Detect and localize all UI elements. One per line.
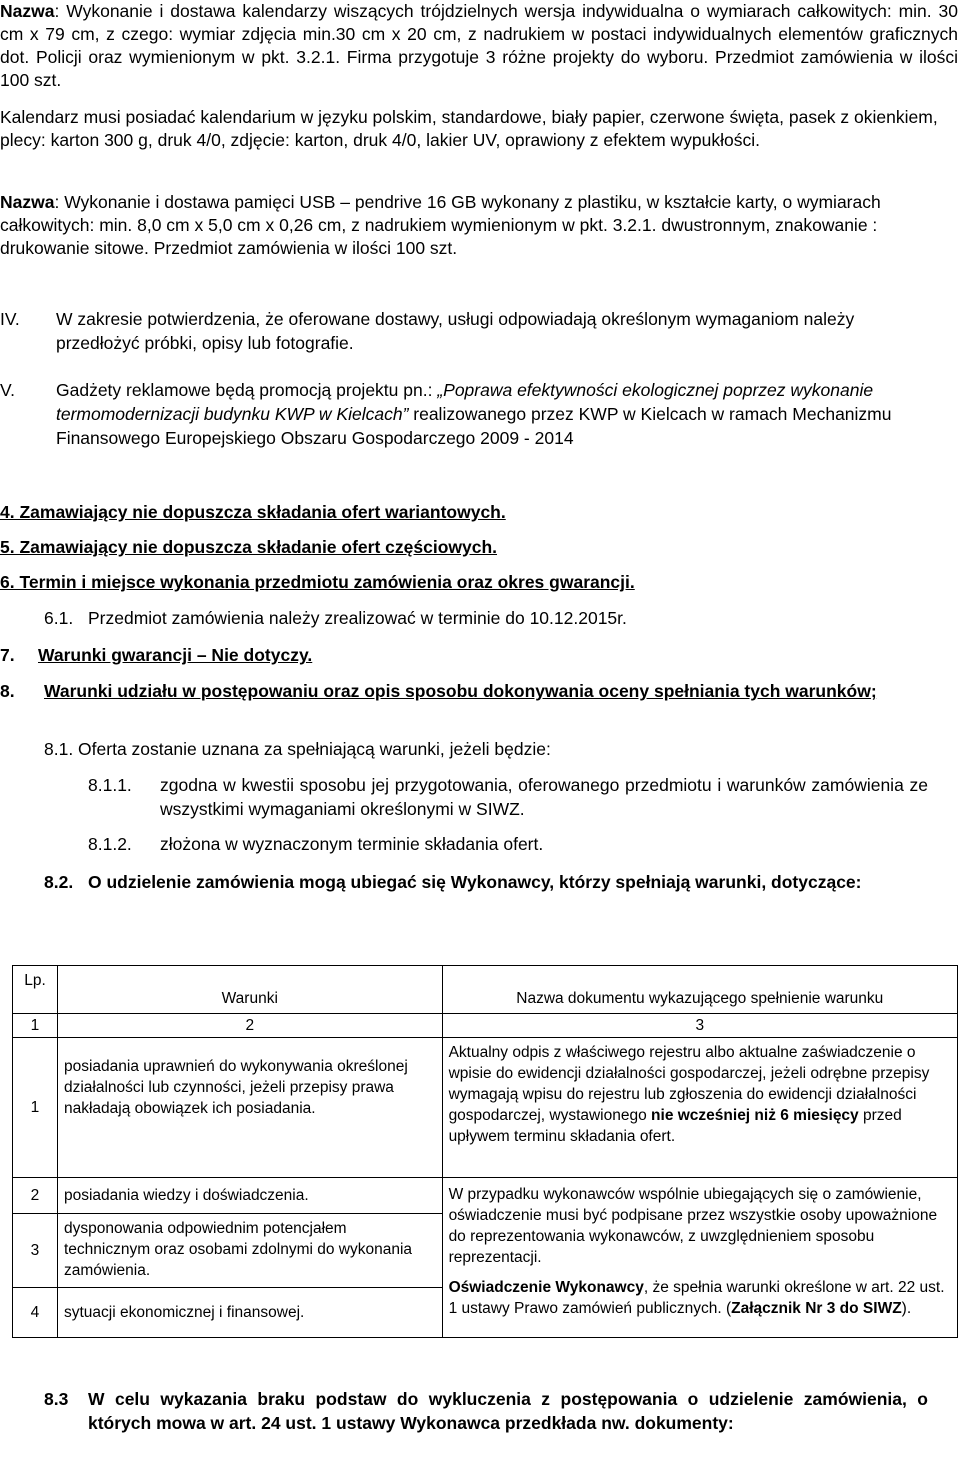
section-8-1-1: zgodna w kwestii sposobu jej przygotowania, oferowanego przedmiotu i warunków zamówienia ze wszystkimi wymaganiami określonymi w SIWZ. bbox=[160, 775, 928, 819]
document-joint-text: W przypadku wykonawców wspólnie ubiegających się o zamówienie, oświadczenie musi być podpisane przez wszystkie osoby upoważnione do reprezentowania wykonawców, z uwzględnieniem sposobu reprezentacji. bbox=[448, 1186, 938, 1266]
project-title: „Poprawa efektywności ekologicznej poprzez wykonanie termomodernizacji budynku KWP w Kielcach” bbox=[56, 380, 874, 424]
header-lp: Lp. bbox=[13, 966, 58, 1014]
paragraph-calendar-text: : Wykonanie i dostawa kalendarzy wiszących trójdzielnych wersja indywidualna o wymiarach całkowitych: min. 30 cm x 79 cm, z czego: wymiar zdjęcia min.30 cm x 20 cm, z nadrukiem w postaci indywidualnych elementów graficznych dot. Policji oraz wymienionym w pkt. 3.2.1. Firma przygotuje 3 różne projekty do wyboru. Przedmiot zamówienia w ilości 100 szt. bbox=[0, 1, 958, 90]
section-8-1-1-num: 8.1.1. bbox=[88, 775, 132, 795]
row-condition: posiadania uprawnień do wykonywania określonej działalności lub czynności, jeżeli przepisy prawa nakładają obowiązek ich posiadania. bbox=[57, 1038, 442, 1178]
section-8-3: W celu wykazania braku podstaw do wykluczenia z postępowania o udzielenie zamówienia, o których mowa w art. 24 ust. 1 ustawy Wykonawca przedkłada nw. dokumenty: bbox=[88, 1389, 928, 1433]
label-nazwa-usb: Nazwa bbox=[0, 192, 55, 212]
attachment-ref: Załącznik Nr 3 do SIWZ bbox=[731, 1300, 902, 1317]
row-lp: 4 bbox=[13, 1288, 58, 1338]
row-lp: 3 bbox=[13, 1214, 58, 1288]
section-8-2-num: 8.2. bbox=[44, 872, 74, 892]
column-number: 2 bbox=[57, 1014, 442, 1038]
statement-end: ). bbox=[901, 1300, 912, 1317]
section-4: 4. Zamawiający nie dopuszcza składania ofert wariantowych. bbox=[0, 502, 506, 522]
document-text: przed upływem terminu składania ofert. bbox=[448, 1107, 902, 1145]
section-6: 6. Termin i miejsce wykonania przedmiotu zamówienia oraz okres gwarancji. bbox=[0, 572, 635, 592]
statement-bold: Oświadczenie Wykonawcy bbox=[448, 1279, 644, 1296]
table-header-row bbox=[13, 966, 958, 1014]
table-number-row bbox=[13, 1014, 958, 1038]
row-condition: dysponowania odpowiednim potencjałem technicznym oraz osobami zdolnymi do wykonania zamówienia. bbox=[57, 1214, 442, 1288]
paragraph-calendar bbox=[0, 0, 958, 92]
section-8-num: 8. bbox=[0, 681, 15, 701]
section-8-1: 8.1. Oferta zostanie uznana za spełniającą warunki, jeżeli będzie: bbox=[44, 739, 551, 759]
conditions-table bbox=[12, 965, 958, 1338]
header-warunki: Warunki bbox=[57, 966, 442, 1014]
section-6-1: Przedmiot zamówienia należy zrealizować w terminie do 10.12.2015r. bbox=[88, 608, 627, 628]
paragraph-v-b: realizowanego przez KWP w Kielcach w ramach Mechanizmu Finansowego Europejskiego Obszaru Gospodarczego 2009 - 2014 bbox=[56, 404, 892, 448]
roman-iv: IV. bbox=[0, 309, 20, 329]
section-8-3-num: 8.3 bbox=[44, 1389, 69, 1409]
section-8-2: O udzielenie zamówienia mogą ubiegać się Wykonawcy, którzy spełniają warunki, dotyczące: bbox=[88, 872, 862, 892]
label-nazwa: Nazwa bbox=[0, 1, 55, 21]
paragraph-iv: W zakresie potwierdzenia, że oferowane dostawy, usługi odpowiadają określonym wymaganiom należy przedłożyć próbki, opisy lub fotografie. bbox=[56, 309, 855, 353]
document-bold: nie wcześniej niż 6 miesięcy bbox=[651, 1107, 859, 1124]
column-number: 3 bbox=[442, 1014, 957, 1038]
paragraph-usb bbox=[0, 191, 950, 260]
paragraph-v-a: Gadżety reklamowe będą promocją projektu pn.: bbox=[56, 380, 438, 400]
row-lp: 1 bbox=[13, 1038, 58, 1178]
row-condition: sytuacji ekonomicznej i finansowej. bbox=[57, 1288, 442, 1338]
column-number: 1 bbox=[13, 1014, 58, 1038]
row-condition: posiadania wiedzy i doświadczenia. bbox=[57, 1178, 442, 1214]
row-lp: 2 bbox=[13, 1178, 58, 1214]
roman-v: V. bbox=[0, 380, 15, 400]
paragraph-calendar-specs: Kalendarz musi posiadać kalendarium w języku polskim, standardowe, biały papier, czerwone święta, pasek z okienkiem, plecy: karton 300 g, druk 4/0, zdjęcie: karton, druk 4/0, lakier UV, oprawiony z efektem wypukłości. bbox=[0, 107, 938, 150]
header-dokument: Nazwa dokumentu wykazującego spełnienie warunku bbox=[442, 966, 957, 1014]
section-7: Warunki gwarancji – Nie dotyczy. bbox=[38, 645, 313, 665]
section-8: Warunki udziału w postępowaniu oraz opis sposobu dokonywania oceny spełniania tych warunków; bbox=[44, 681, 877, 701]
document-text: Aktualny odpis z właściwego rejestru albo aktualne zaświadczenie o wpisie do ewidencji działalności gospodarczej, jeżeli odrębne przepisy wymagają wpisu do rejestru lub zgłoszenia do ewidencji działalności gospodarczej, wystawionego bbox=[448, 1044, 930, 1124]
document-statement bbox=[449, 1277, 951, 1319]
table-row bbox=[13, 1038, 958, 1178]
section-7-num: 7. bbox=[0, 645, 15, 665]
section-6-1-num: 6.1. bbox=[44, 608, 74, 628]
section-5: 5. Zamawiający nie dopuszcza składanie ofert częściowych. bbox=[0, 537, 498, 557]
table-row bbox=[13, 1178, 958, 1214]
statement-text: , że spełnia warunki określone w art. 22 ust. 1 ustawy Prawo zamówień publicznych. ( bbox=[448, 1279, 945, 1317]
paragraph-usb-text: : Wykonanie i dostawa pamięci USB – pendrive 16 GB wykonany z plastiku, w kształcie karty, o wymiarach całkowitych: min. 8,0 cm x 5,0 cm x 0,26 cm, z nadrukiem wymienionym w pkt. 3.2.1. dwustronnym, znakowanie : drukowanie sitowe. Przedmiot zamówienia w ilości 100 szt. bbox=[0, 192, 881, 258]
row-document bbox=[442, 1038, 957, 1178]
section-8-1-2: złożona w wyznaczonym terminie składania ofert. bbox=[160, 834, 544, 854]
section-8-1-2-num: 8.1.2. bbox=[88, 834, 132, 854]
paragraph-v bbox=[56, 378, 936, 450]
row-document-joint bbox=[442, 1178, 957, 1338]
